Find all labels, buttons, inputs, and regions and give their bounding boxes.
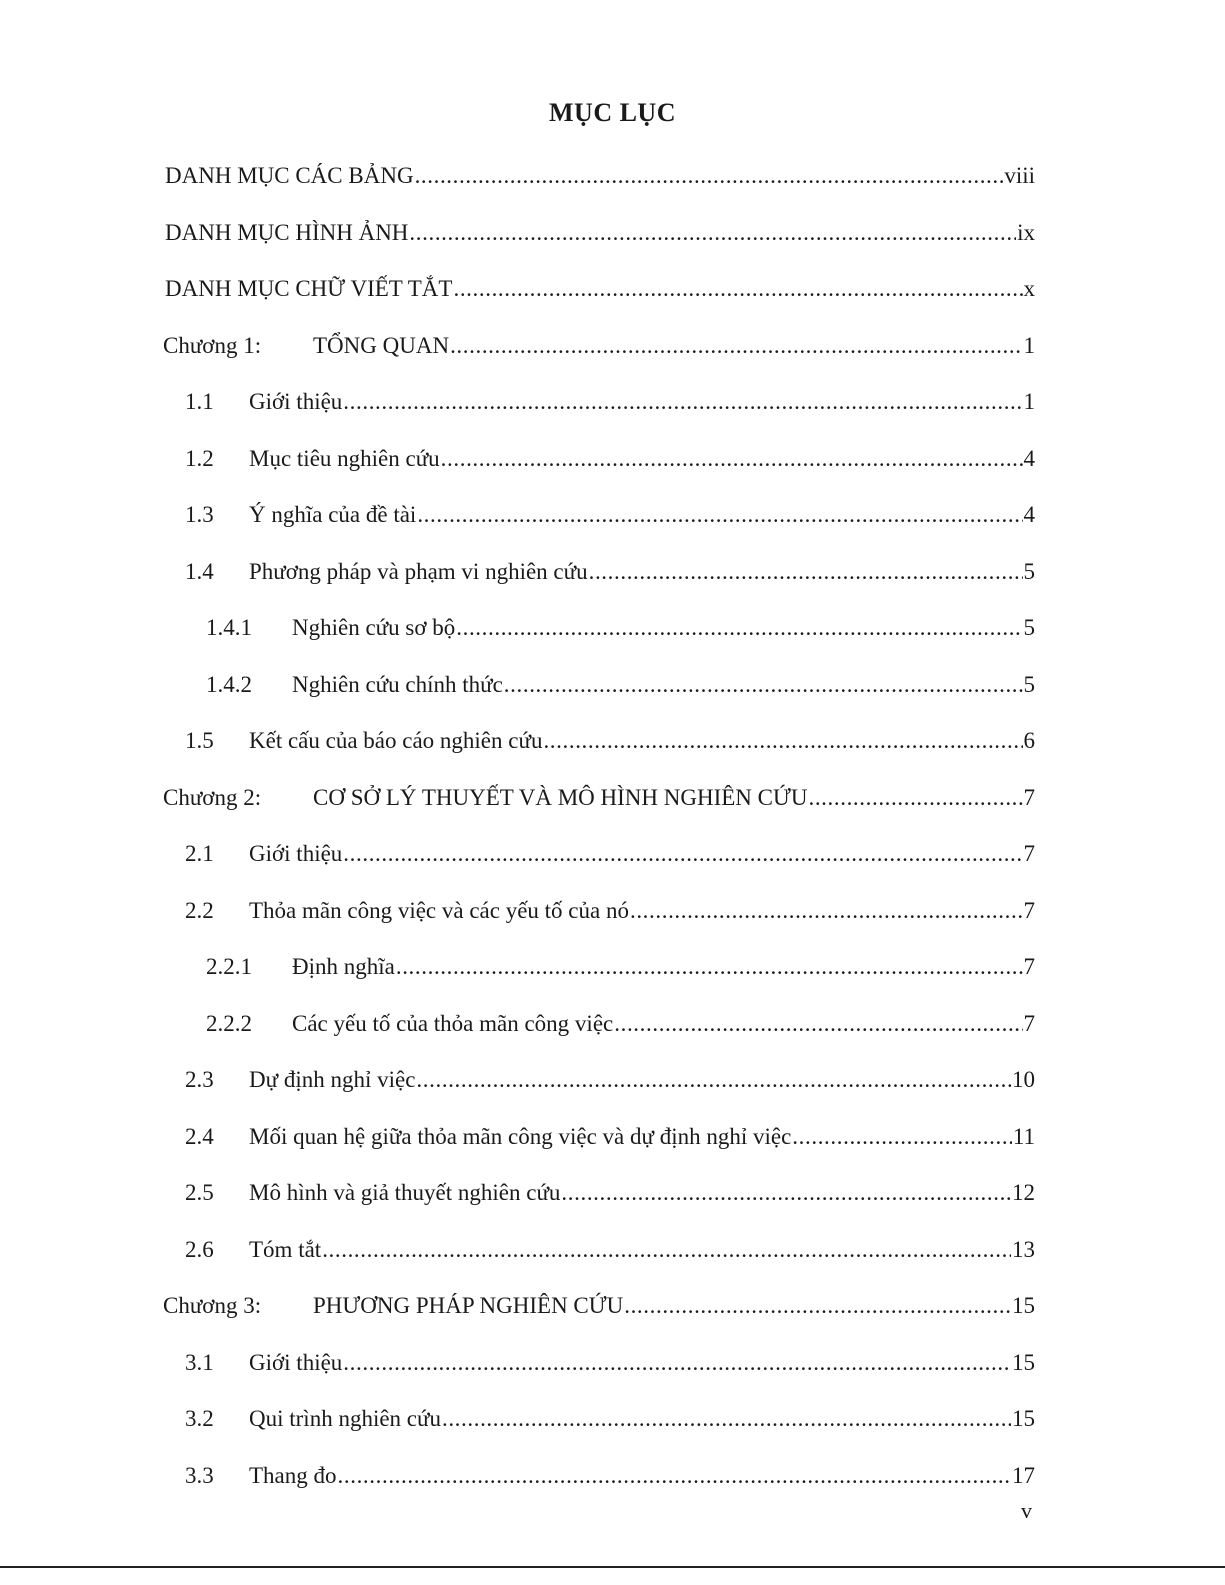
toc-entry: [163, 778, 1035, 818]
toc-entry-page: 5: [1023, 559, 1035, 584]
toc-entry-title: Thỏa mãn công việc và các yếu tố của nó: [249, 898, 629, 923]
toc-entry: [185, 382, 1035, 422]
toc-entry-title: Các yếu tố của thỏa mãn công việc: [292, 1011, 614, 1036]
toc-entry-number: 1.4.2: [206, 672, 252, 697]
footer-page-number: v: [1021, 1498, 1032, 1523]
toc-entry: [185, 1399, 1035, 1439]
toc-entry-title: Nghiên cứu sơ bộ: [292, 615, 456, 640]
toc-entry-page: 13: [1012, 1237, 1035, 1262]
toc-entry-page: 6: [1023, 728, 1035, 753]
toc-entry-number: 3.3: [185, 1463, 214, 1488]
toc-entry-page: 7: [1023, 841, 1035, 866]
toc-dot-leader: [543, 721, 1022, 761]
toc-entry-number: 1.4.1: [206, 615, 252, 640]
bottom-rule: [0, 1566, 1225, 1568]
toc-entry-title: CƠ SỞ LÝ THUYẾT VÀ MÔ HÌNH NGHIÊN CỨU: [313, 785, 808, 810]
toc-entry-page: 15: [1012, 1406, 1035, 1431]
toc-entry-title: TỔNG QUAN: [313, 333, 450, 358]
toc-dot-leader: [416, 1060, 1011, 1100]
toc-entry-number: Chương 2:: [163, 785, 262, 810]
toc-entry-page: 1: [1023, 389, 1035, 414]
toc-dot-leader: [322, 1230, 1011, 1270]
toc-entry-page: 4: [1023, 446, 1035, 471]
toc-entry-number: 1.4: [185, 559, 214, 584]
toc-dot-leader: [453, 269, 1022, 309]
toc-entry-page: 11: [1012, 1124, 1035, 1149]
toc-dot-leader: [456, 608, 1022, 648]
toc-dot-leader: [450, 326, 1022, 366]
toc-entry-page: 12: [1012, 1180, 1035, 1205]
toc-dot-leader: [415, 156, 1004, 196]
toc-entry-title: Dự định nghỉ việc: [249, 1067, 416, 1092]
toc-entry-number: 1.2: [185, 446, 214, 471]
toc-entry-page: viii: [1004, 163, 1035, 188]
toc-entry-number: 2.2.1: [206, 954, 252, 979]
toc-dot-leader: [441, 439, 1023, 479]
toc-dot-leader: [624, 1286, 1011, 1326]
toc-entry: [185, 1456, 1035, 1496]
toc-dot-leader: [614, 1004, 1022, 1044]
toc-entry: [185, 834, 1035, 874]
toc-entry-title: DANH MỤC HÌNH ẢNH: [165, 220, 409, 245]
toc-entry: [206, 608, 1035, 648]
toc-entry-page: 5: [1023, 672, 1035, 697]
toc-entry: [165, 156, 1035, 196]
toc-dot-leader: [792, 1117, 1012, 1157]
toc-entry-title: Giới thiệu: [249, 1350, 343, 1375]
toc-entry-number: 3.2: [185, 1406, 214, 1431]
toc-entry-title: Mục tiêu nghiên cứu: [249, 446, 440, 471]
toc-entry-title: Nghiên cứu chính thức: [292, 672, 503, 697]
toc-entry-title: Phương pháp và phạm vi nghiên cứu: [249, 559, 588, 584]
toc-entry: [185, 721, 1035, 761]
toc-entry: [163, 1286, 1035, 1326]
toc-dot-leader: [808, 778, 1022, 818]
toc-entry-title: Ý nghĩa của đề tài: [249, 502, 417, 527]
toc-dot-leader: [630, 891, 1023, 931]
toc-entry-number: 2.3: [185, 1067, 214, 1092]
toc-entry: [185, 1230, 1035, 1270]
toc-entry-number: 2.6: [185, 1237, 214, 1262]
toc-entry-number: 1.3: [185, 502, 214, 527]
toc-entry: [163, 326, 1035, 366]
toc-dot-leader: [589, 552, 1023, 592]
toc-entry-page: 10: [1012, 1067, 1035, 1092]
toc-dot-leader: [396, 947, 1023, 987]
toc-entry-number: 3.1: [185, 1350, 214, 1375]
toc-entry-page: 17: [1012, 1463, 1035, 1488]
toc-entry-page: 15: [1012, 1293, 1035, 1318]
toc-entry: [165, 213, 1035, 253]
toc-entry-number: Chương 3:: [163, 1293, 262, 1318]
toc-entry-page: 15: [1012, 1350, 1035, 1375]
toc-dot-leader: [343, 834, 1022, 874]
toc-entry: [185, 1173, 1035, 1213]
toc-entry-title: DANH MỤC CHỮ VIẾT TẮT: [165, 276, 453, 301]
toc-entry-number: 2.2: [185, 898, 214, 923]
toc-entry-title: Giới thiệu: [249, 389, 343, 414]
toc-entry: [206, 1004, 1035, 1044]
toc-entry-page: 4: [1023, 502, 1035, 527]
toc-entry-title: Kết cấu của báo cáo nghiên cứu: [249, 728, 543, 753]
page-title: MỤC LỤC: [549, 98, 676, 127]
toc-entry-page: 7: [1023, 785, 1035, 810]
toc-dot-leader: [417, 495, 1022, 535]
toc-entry-title: Thang đo: [249, 1463, 337, 1488]
toc-entry-page: x: [1023, 276, 1035, 301]
toc-entry-title: Mô hình và giả thuyết nghiên cứu: [249, 1180, 561, 1205]
toc-dot-leader: [343, 1343, 1011, 1383]
toc-entry-page: 1: [1023, 333, 1035, 358]
toc-entry: [185, 891, 1035, 931]
toc-entry-title: DANH MỤC CÁC BẢNG: [165, 163, 414, 188]
toc-entry-title: Qui trình nghiên cứu: [249, 1406, 441, 1431]
toc-entry-number: 2.2.2: [206, 1011, 252, 1036]
toc-entry: [185, 439, 1035, 479]
toc-entry-number: 2.1: [185, 841, 214, 866]
toc-entry: [165, 269, 1035, 309]
toc-dot-leader: [561, 1173, 1011, 1213]
toc-entry-page: ix: [1017, 220, 1035, 245]
toc-entry: [185, 552, 1035, 592]
toc-entry-number: Chương 1:: [163, 333, 262, 358]
toc-entry: [185, 495, 1035, 535]
toc-dot-leader: [343, 382, 1022, 422]
toc-entry-number: 1.5: [185, 728, 214, 753]
toc-entry-number: 1.1: [185, 389, 214, 414]
toc-entry-number: 2.4: [185, 1124, 214, 1149]
toc-entry-title: Giới thiệu: [249, 841, 343, 866]
toc-entry-number: 2.5: [185, 1180, 214, 1205]
toc-entry-page: 7: [1023, 1011, 1035, 1036]
toc-entry-page: 7: [1023, 954, 1035, 979]
toc-entry-title: PHƯƠNG PHÁP NGHIÊN CỨU: [313, 1293, 624, 1318]
toc-entry: [185, 1060, 1035, 1100]
toc-entry-title: Tóm tắt: [249, 1237, 322, 1262]
toc-entry: [206, 947, 1035, 987]
toc-entry: [185, 1117, 1035, 1157]
toc-entry-title: Mối quan hệ giữa thỏa mãn công việc và dự định nghỉ việc: [249, 1124, 792, 1149]
toc-dot-leader: [338, 1456, 1011, 1496]
toc-dot-leader: [442, 1399, 1011, 1439]
toc-dot-leader: [409, 213, 1016, 253]
toc-dot-leader: [504, 665, 1023, 705]
toc-entry-page: 7: [1023, 898, 1035, 923]
toc-entry-title: Định nghĩa: [292, 954, 395, 979]
toc-entry: [206, 665, 1035, 705]
toc-entry: [185, 1343, 1035, 1383]
toc-entry-page: 5: [1023, 615, 1035, 640]
